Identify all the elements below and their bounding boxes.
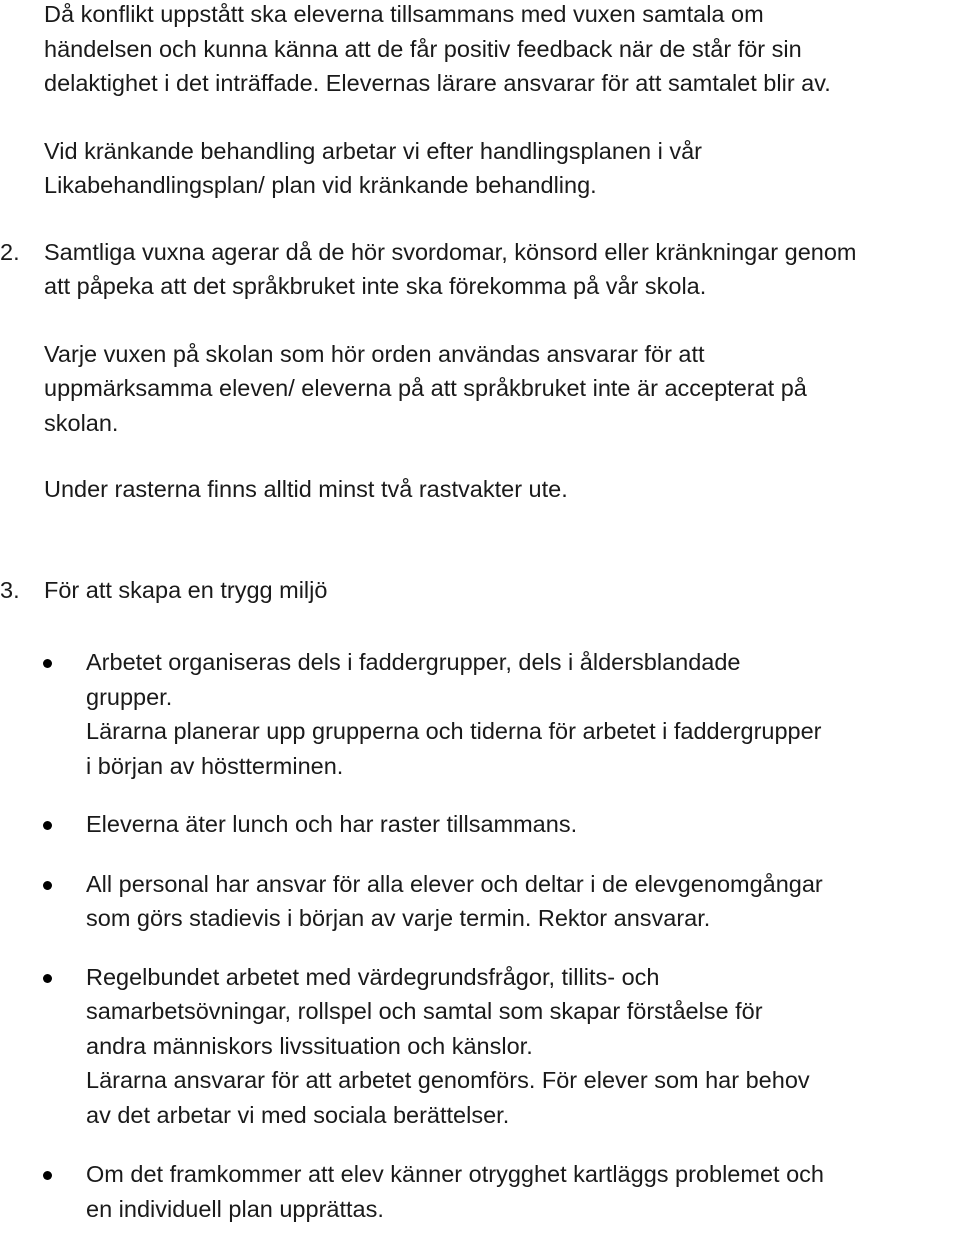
bullet-icon	[43, 821, 52, 830]
paragraph-conflict: Då konflikt uppstått ska eleverna tillsammans med vuxen samtala om händelsen och kunna känna att de får positiv feedback när de står för sin delaktighet i det inträffade. Elevernas lärare ansvarar för att samtalet blir av.	[44, 1, 831, 96]
paragraph-offensive-treatment: Vid kränkande behandling arbetar vi efter handlingsplanen i vår Likabehandlingsplan/ plan vid kränkande behandling.	[44, 137, 703, 198]
safety-measures-list	[0, 645, 960, 1226]
bullet-icon	[43, 974, 52, 983]
paragraph-every-adult: Varje vuxen på skolan som hör orden användas ansvarar för att uppmärksamma eleven/ eleverna på att språkbruket inte är accepterat på skolan.	[44, 340, 807, 436]
list-item	[0, 1157, 960, 1226]
list-item-text: Om det framkommer att elev känner otrygghet kartläggs problemet och en individuell plan upprättas.	[86, 1161, 824, 1222]
section-3-heading	[0, 573, 960, 608]
list-item	[0, 645, 960, 783]
section-2-text: Samtliga vuxna agerar då de hör svordomar, könsord eller kränkningar genom att påpeka att det språkbruket inte ska förekomma på vår skola.	[44, 238, 857, 299]
list-item-text: Arbetet organiseras dels i faddergrupper, dels i åldersblandade grupper. Lärarna planerar upp grupperna och tiderna för arbetet i faddergrupper i början av höstterminen.	[86, 649, 822, 779]
list-item-text: Regelbundet arbetet med värdegrundsfrågor, tillits- och samarbetsövningar, rollspel och samtal som skapar förståelse för andra människors livssituation och känslor. Lärarna ansvarar för att arbetet genomförs. För elever som har behov av det arbetar vi med sociala berättelser.	[86, 963, 810, 1128]
bullet-icon	[43, 659, 52, 668]
section-2	[0, 235, 960, 304]
list-item	[0, 960, 960, 1133]
bullet-icon	[43, 881, 52, 890]
paragraph-recess-guards: Under rasterna finns alltid minst två rastvakter ute.	[44, 476, 568, 502]
list-item-text: All personal har ansvar för alla elever och deltar i de elevgenomgångar som görs stadievis i början av varje termin. Rektor ansvarar.	[86, 870, 823, 931]
bullet-icon	[43, 1171, 52, 1180]
section-2-number: 2.	[0, 238, 20, 265]
list-item	[0, 867, 960, 936]
list-item	[0, 807, 960, 842]
section-3-number: 3.	[0, 576, 20, 603]
section-3-title: För att skapa en trygg miljö	[44, 576, 328, 603]
list-item-text: Eleverna äter lunch och har raster tillsammans.	[86, 811, 578, 837]
